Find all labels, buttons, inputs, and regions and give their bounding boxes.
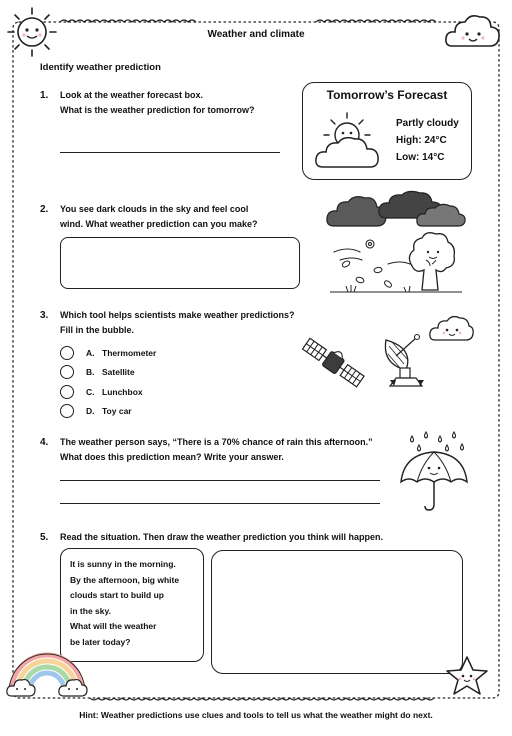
question-2-line-2: wind. What weather prediction can you make? [60,219,258,229]
question-1-number: 1. [40,90,49,101]
question-3-number: 3. [40,310,49,321]
situation-box [60,548,204,662]
situation-line-1: It is sunny in the morning. [70,559,176,569]
question-3-text [60,308,310,338]
option-b-bubble[interactable] [60,365,74,379]
forecast-high: High: 24°C [396,135,447,146]
option-d[interactable] [60,403,132,419]
section-heading: Identify weather prediction [40,62,161,73]
option-a[interactable] [60,345,156,361]
question-4-text [60,435,400,465]
storm-clouds-icon [326,190,466,302]
question-3-line-2: Fill in the bubble. [60,325,134,335]
question-3-line-1: Which tool helps scientists make weather predictions? [60,310,295,320]
forecast-condition: Partly cloudy [396,118,459,129]
star-icon [444,654,490,700]
situation-line-5: What will the weather [70,621,157,631]
question-1-text [60,88,290,118]
partly-cloudy-icon [313,111,389,171]
situation-line-3: clouds start to build up [70,590,164,600]
question-1-line-1: Look at the weather forecast box. [60,90,204,100]
question-4-line-2: What does this prediction mean? Write your answer. [60,452,284,462]
option-c[interactable] [60,384,143,400]
option-a-label: Thermometer [102,348,157,358]
question-5-text: Read the situation. Then draw the weather prediction you think will happen. [60,532,384,542]
option-a-letter: A. [86,348,95,358]
satellite-icon [298,332,368,394]
question-2-line-1: You see dark clouds in the sky and feel cool [60,204,249,214]
option-b-letter: B. [86,367,95,377]
question-2-number: 2. [40,204,49,215]
option-c-letter: C. [86,387,95,397]
option-b-label: Satellite [102,367,135,377]
small-cloud-icon [428,312,474,344]
option-c-bubble[interactable] [60,385,74,399]
forecast-low: Low: 14°C [396,152,445,163]
rainbow-icon [4,648,90,700]
question-2-text [60,202,300,232]
question-4-line-1: The weather person says, “There is a 70% chance of rain this afternoon.” [60,437,373,447]
situation-line-2: By the afternoon, big white [70,574,180,585]
option-a-bubble[interactable] [60,346,74,360]
hint-text: Hint: Weather predictions use clues and tools to tell us what the weather might do next. [79,710,433,720]
page-title: Weather and climate [207,29,305,40]
question-1-line-2: What is the weather prediction for tomorrow? [60,105,255,115]
question-5-number: 5. [40,532,49,543]
situation-line-6: be later today? [70,636,131,647]
forecast-box [302,82,472,180]
question-4-number: 4. [40,437,49,448]
forecast-title: Tomorrow’s Forecast [326,88,448,102]
question-4-answer-line-1[interactable] [60,480,380,481]
option-b[interactable] [60,364,135,380]
option-c-label: Lunchbox [102,387,143,397]
question-1-answer-line[interactable] [60,152,280,153]
umbrella-rain-icon [398,428,470,514]
drawing-box[interactable] [211,550,463,674]
option-d-bubble[interactable] [60,404,74,418]
option-d-label: Toy car [102,406,132,416]
question-2-answer-box[interactable] [60,237,300,289]
option-d-letter: D. [86,406,95,416]
question-4-answer-line-2[interactable] [60,503,380,504]
situation-line-4: in the sky. [70,605,111,616]
